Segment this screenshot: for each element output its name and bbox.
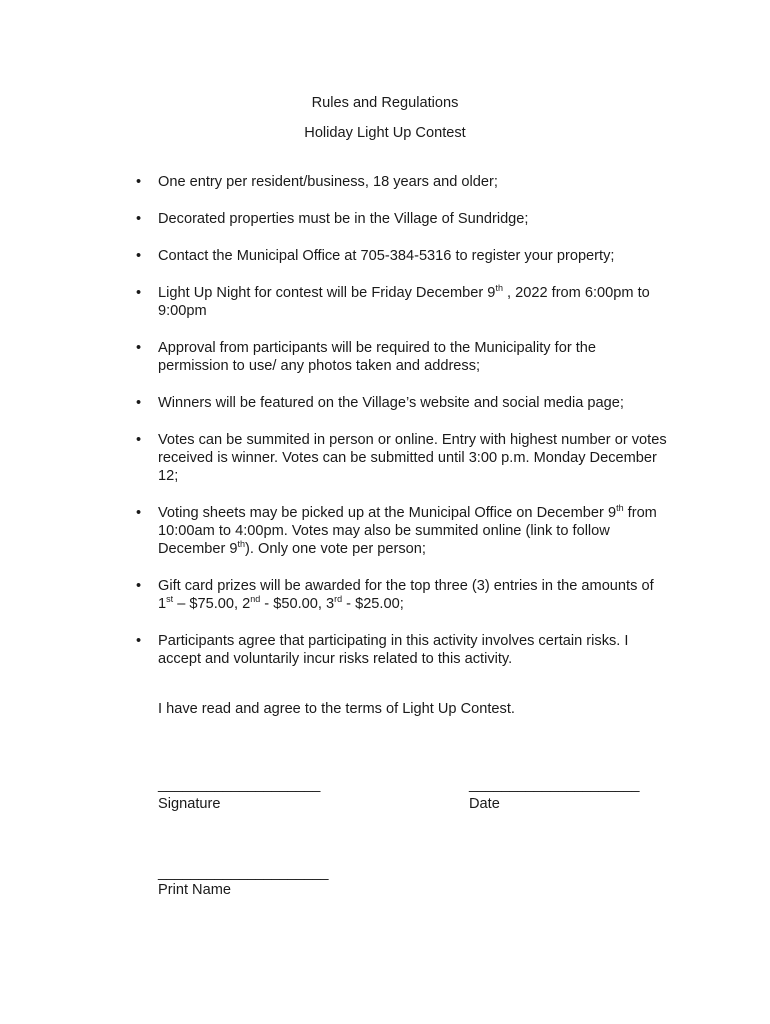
print-name-label: Print Name (158, 882, 231, 898)
agreement-statement: I have read and agree to the terms of Light Up Contest. (158, 701, 515, 717)
rule-item: • Approval from participants will be required to the Municipality for the permission to use/ any photos taken and address; (158, 339, 668, 375)
date-line[interactable]: _____________________ (469, 777, 640, 793)
rule-item: • Gift card prizes will be awarded for the top three (3) entries in the amounts of 1st – $75.00, 2nd - $50.00, 3rd - $25.00; (158, 577, 668, 613)
document-subtitle: Holiday Light Up Contest (304, 125, 466, 141)
rules-list (158, 173, 668, 687)
date-label: Date (469, 796, 500, 812)
rule-item: • Light Up Night for contest will be Friday December 9th , 2022 from 6:00pm to 9:00pm (158, 284, 668, 320)
rule-item: • One entry per resident/business, 18 years and older; (158, 173, 668, 191)
document-title: Rules and Regulations (311, 95, 459, 111)
rule-item: • Winners will be featured on the Village’s website and social media page; (158, 394, 668, 412)
signature-line[interactable]: ____________________ (158, 777, 321, 793)
rule-item: • Contact the Municipal Office at 705-384-5316 to register your property; (158, 247, 668, 265)
print-name-line[interactable]: _____________________ (158, 865, 329, 881)
rule-item: • Votes can be summited in person or online. Entry with highest number or votes received is winner. Votes can be submitted until 3:00 p.m. Monday December 12; (158, 431, 668, 485)
rule-item: • Participants agree that participating in this activity involves certain risks. I accept and voluntarily incur risks related to this activity. (158, 632, 668, 668)
rule-item: • Voting sheets may be picked up at the Municipal Office on December 9th from 10:00am to 4:00pm. Votes may also be summited online (link to follow December 9th). Only one vote per person; (158, 504, 668, 558)
rule-item: • Decorated properties must be in the Village of Sundridge; (158, 210, 668, 228)
signature-label: Signature (158, 796, 221, 812)
